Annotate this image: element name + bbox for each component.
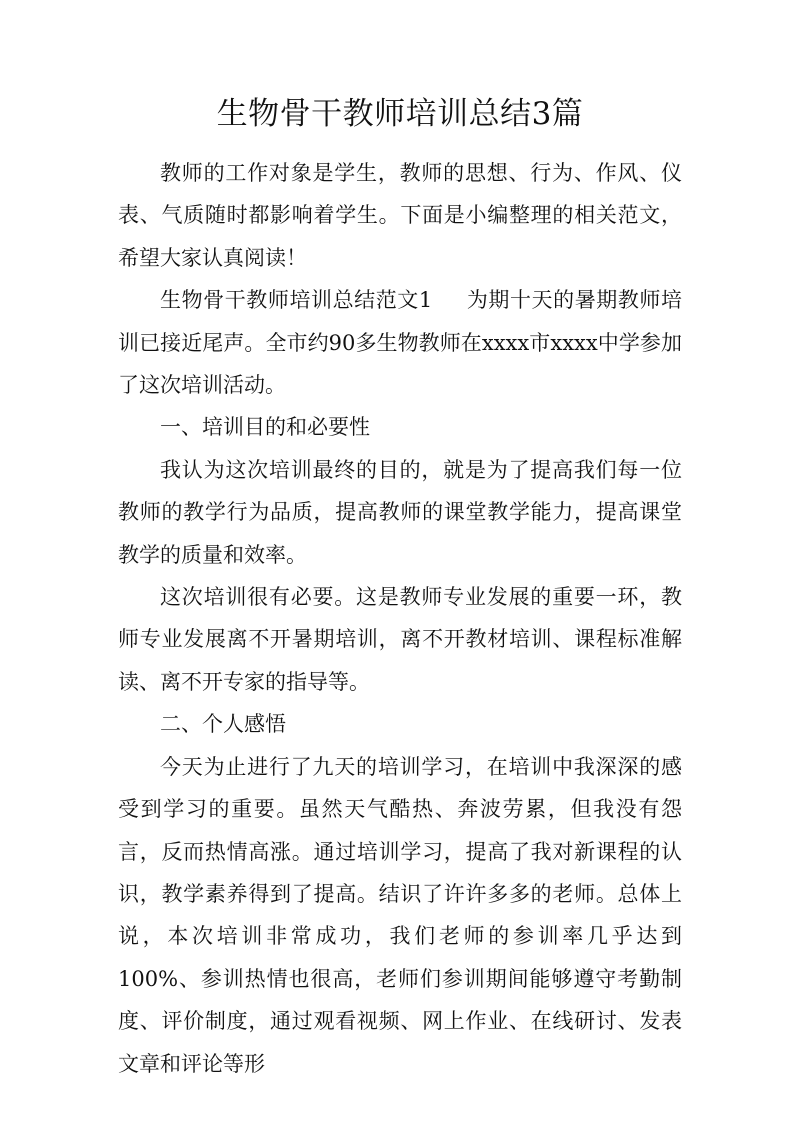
reflection-paragraph: 今天为止进行了九天的培训学习，在培训中我深深的感受到学习的重要。虽然天气酷热、奔波劳累，但我没有怨言，反而热情高涨。通过培训学习，提高了我对新课程的认识，教学素养得到了提高。结识了许许多多的老师。总体上说，本次培训非常成功，我们老师的参训率几乎达到100%、参训热情也很高，老师们参训期间能够遵守考勤制度、评价制度，通过观看视频、网上作业、在线研讨、发表文章和评论等形 [118, 754, 682, 1076]
sample-paragraph [118, 279, 682, 406]
purpose-paragraph: 我认为这次培训最终的目的，就是为了提高我们每一位教师的教学行为品质，提高教师的课堂教学能力，提高课堂教学的质量和效率。 [118, 457, 682, 567]
necessity-paragraph: 这次培训很有必要。这是教师专业发展的重要一环，教师专业发展离不开暑期培训，离不开教材培训、课程标准解读、离不开专家的指导等。 [118, 585, 682, 694]
section-heading-purpose: 一、培训目的和必要性 [160, 415, 370, 440]
document-body [118, 152, 682, 1085]
document-title: 生物骨干教师培训总结3篇 [216, 96, 584, 132]
section-heading-reflection: 二、个人感悟 [160, 712, 286, 737]
intro-paragraph: 教师的工作对象是学生，教师的思想、行为、作风、仪表、气质随时都影响着学生。下面是小编整理的相关范文，希望大家认真阅读！ [118, 161, 682, 270]
sample-label: 生物骨干教师培训总结范文1 [160, 288, 433, 313]
sample-lead-text: 为期十天的暑期教师培训已接近尾声。全市约90多生物教师在xxxx市xxxx中学参加了这次培训活动。 [118, 288, 682, 398]
